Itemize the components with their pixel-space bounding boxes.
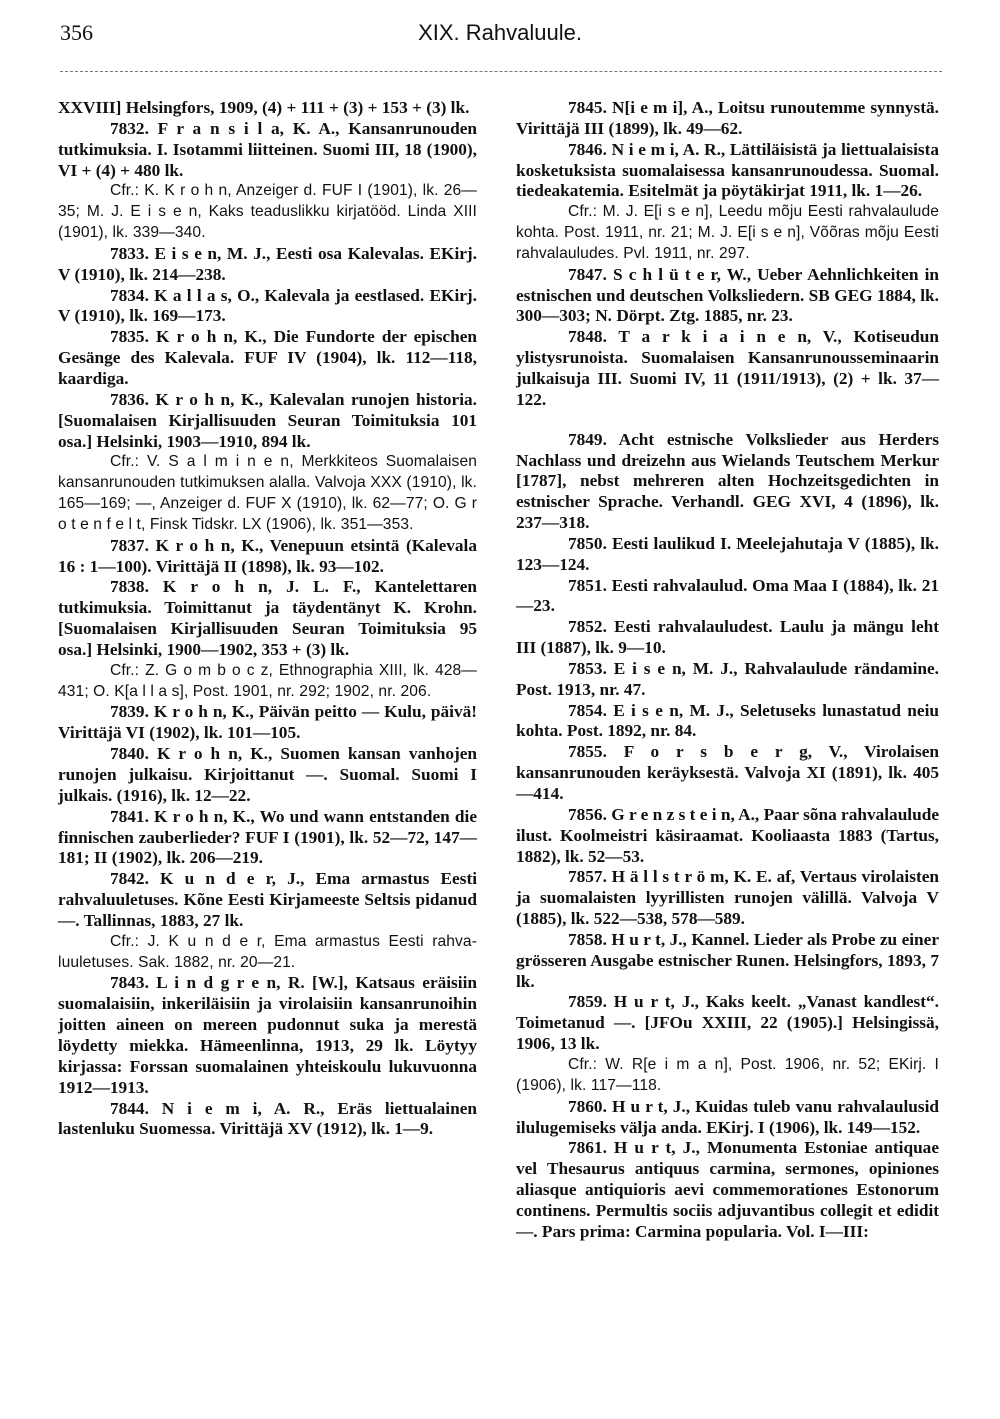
running-header: XIX. Rahvaluule. (418, 20, 582, 45)
bibliography-entry: 7840. K r o h n, K., Suomen kansan vanhojen runojen julkaisu. Kirjoittanut —. Suomal. Suomi I julkais. (1916), lk. 12—22. (58, 744, 477, 805)
bibliography-entry: 7850. Eesti laulikud I. Meelejahutaja V (1885), lk. 123—124. (516, 533, 939, 574)
bibliography-entry: 7849. Acht estnische Volkslieder aus Herders Nachlass und dreizehn aus Wielands Teutschem Merkur [1787], nebst mehreren alten Hochzeitsgedichten in estnischer Sprache. Verhandl. GEG XVI, 4 (1896), lk. 237—318. (516, 429, 939, 533)
cfr-note: Cfr.: V. S a l m i n e n, Merkkiteos Suomalaisen kansanrunouden tutkimuksen alalla. Valvoja XXX (1910), lk. 165—169; —, Anzeiger d. FUF X (1910), lk. 62—77; O. G r o t e n f e l t, Finsk Tidskr. LX (1906), lk. 351—353. (58, 453, 477, 533)
bibliography-entry: 7833. E i s e n, M. J., Eesti osa Kalevalas. EKirj. V (1910), lk. 214—238. (58, 243, 477, 284)
bibliography-entry: 7847. S c h l ü t e r, W., Ueber Aehnlichkeiten in estnischen und deutschen Volksliedern. SB GEG 1884, lk. 300—303; N. Dörpt. Ztg. 1885, nr. 23. (516, 264, 939, 326)
bibliography-entry: 7834. K a l l a s, O., Kalevala ja eestlased. EKirj. V (1910), lk. 169—173. (58, 285, 477, 326)
bibliography-entry: 7832. F r a n s i l a, K. A., Kansanrunouden tutkimuksia. I. Isotammi liitteinen. Suomi III, 18 (1900), VI + (4) + 480 lk. (58, 118, 477, 180)
bibliography-entry: 7854. E i s e n, M. J., Seletuseks lunastatud neiu kohta. Post. 1892, nr. 84. (516, 700, 939, 741)
bibliography-entry: 7859. H u r t, J., Kaks keelt. „Vanast kandlest“. Toimetanud —. [JFOu XXIII, 22 (1905).] Helsingissä, 1906, 13 lk. (516, 992, 939, 1054)
bibliography-entry: 7857. H ä l l s t r ö m, K. E. af, Vertaus virolaisten ja suomalaisten lyyrillisten runojen välillä. Valvoja V (1885), lk. 522—538, 578—589. (516, 867, 939, 929)
bibliography-entry: 7856. G r e n z s t e i n, A., Paar sõna rahvalaulude ilust. Koolmeistri käsiraamat. Kooliaasta 1883 (Tartus, 1882), lk. 52—53. (516, 804, 939, 866)
cfr-note: Cfr.: J. K u n d e r, Ema armastus Eesti rahva-luuletuses. Sak. 1882, nr. 20—21. (58, 932, 477, 971)
bibliography-entry: 7858. H u r t, J., Kannel. Lieder als Probe zu einer grösseren Ausgabe estnischer Runen. Helsingfors, 1893, 7 lk. (516, 929, 939, 991)
bibliography-entry: XXVIII] Helsingfors, 1909, (4) + 111 + (3) + 153 + (3) lk. (58, 98, 470, 117)
bibliography-entry: 7851. Eesti rahvalaulud. Oma Maa I (1884), lk. 21—23. (516, 575, 939, 616)
bibliography-entry: 7844. N i e m i, A. R., Eräs liettualainen lastenluku Suomessa. Virittäjä XV (1912), lk. 1—9. (58, 1098, 477, 1139)
bibliography-entry: 7841. K r o h n, K., Wo und wann entstanden die finnischen zauberlieder? FUF I (1901), lk. 52—72, 147—181; II (1902), lk. 206—219. (58, 806, 477, 868)
bibliography-entry: 7843. L i n d g r e n, R. [W.], Katsaus eräisiin suomalaisiin, inkeriläisiin ja virolaisiin kansanrunoihin joitten aineen on mereen pudonnut suka ja merestä löydetty miekka. Hämeenlinna, 1913, 29 lk. Löytyy kirjassa: Forssan suomalainen yhteiskoulu lukuvuonna 1912—1913. (58, 973, 477, 1097)
cfr-note: Cfr.: Z. G o m b o c z, Ethnographia XIII, lk. 428—431; O. K[a l l a s], Post. 1901, nr. 292; 1902, nr. 206. (58, 661, 477, 700)
bibliography-entry: 7848. T a r k i a i n e n, V., Kotiseudun ylistysrunoista. Suomalaisen Kansanrunousseminaarin julkaisuja III. Suomi IV, 11 (1911/1913), (2) + lk. 37—122. (516, 327, 939, 409)
bibliography-entry: 7861. H u r t, J., Monumenta Estoniae antiquae vel Thesaurus antiquus carmina, sermones, opiniones aliasque antiquioris aevi commemorationes Estonorum continens. Permultis sociis adjuvantibus collegit et edidit —. Pars prima: Carmina popularia. Vol. I—III: (516, 1138, 939, 1241)
bibliography-entry: 7846. N i e m i, A. R., Lättiläisistä ja liettualaisista kosketuksista suomalaisessa kansanrunoudessa. Suomal. tiedeakatemia. Esitelmät ja pöytäkirjat 1911, lk. 1—26. (516, 139, 939, 201)
bibliography-entry: 7838. K r o h n, J. L. F., Kantelettaren tutkimuksia. Toimittanut ja täydentänyt K. Krohn. [Suomalaisen Kirjallisuuden Seuran Toimituksia 95 osa.] Helsinki, 1900—1902, 353 + (3) lk. (58, 577, 477, 659)
bibliography-entry: 7839. K r o h n, K., Päivän peitto — Kulu, päivä! Virittäjä VI (1902), lk. 101—105. (58, 702, 477, 743)
header-rule (60, 71, 942, 72)
bibliography-entry: 7855. F o r s b e r g, V., Virolaisen kansanrunouden keräyksestä. Valvoja XI (1891), lk. 405—414. (516, 742, 939, 803)
bibliography-entry: 7842. K u n d e r, J., Ema armastus Eesti rahvaluuletuses. Kõne Eesti Kirjameeste Seltsis pidanud —. Tallinnas, 1883, 27 lk. (58, 869, 477, 930)
bibliography-entry: 7853. E i s e n, M. J., Rahvalaulude rändamine. Post. 1913, nr. 47. (516, 658, 939, 699)
cfr-note: Cfr.: K. K r o h n, Anzeiger d. FUF I (1901), lk. 26—35; M. J. E i s e n, Kaks teaduslikku kirjatööd. Linda XIII (1901), lk. 339—340. (58, 182, 477, 242)
bibliography-entry: 7845. N[i e m i], A., Loitsu runoutemme synnystä. Virittäjä III (1899), lk. 49—62. (516, 98, 939, 138)
cfr-note: Cfr.: W. R[e i m a n], Post. 1906, nr. 52; EKirj. I (1906), lk. 117—118. (516, 1055, 939, 1094)
left-column (58, 98, 477, 1140)
bibliography-entry: 7837. K r o h n, K., Venepuun etsintä (Kalevala 16 : 1—100). Virittäjä II (1898), lk. 93—102. (58, 535, 477, 576)
page-number: 356 (60, 20, 93, 45)
bibliography-entry: 7835. K r o h n, K., Die Fundorte der epischen Gesänge des Kalevala. FUF IV (1904), lk. 112—118, kaardiga. (58, 327, 477, 388)
right-column (516, 98, 939, 1243)
bibliography-entry: 7860. H u r t, J., Kuidas tuleb vanu rahvalaulusid ilulugemiseks välja anda. EKirj. I (1906), lk. 149—152. (516, 1096, 939, 1137)
cfr-note: Cfr.: M. J. E[i s e n], Leedu mõju Eesti rahvalaulude kohta. Post. 1911, nr. 21; M. J. E[i s e n], Võõras mõju Eesti rahvalauludes. Pvl. 1911, nr. 297. (516, 203, 939, 262)
bibliography-entry: 7852. Eesti rahvalauludest. Laulu ja mängu leht III (1887), lk. 9—10. (516, 617, 939, 658)
bibliography-entry: 7836. K r o h n, K., Kalevalan runojen historia. [Suomalaisen Kirjallisuuden Seuran Toimituksia 101 osa.] Helsinki, 1903—1910, 894 lk. (58, 389, 477, 451)
